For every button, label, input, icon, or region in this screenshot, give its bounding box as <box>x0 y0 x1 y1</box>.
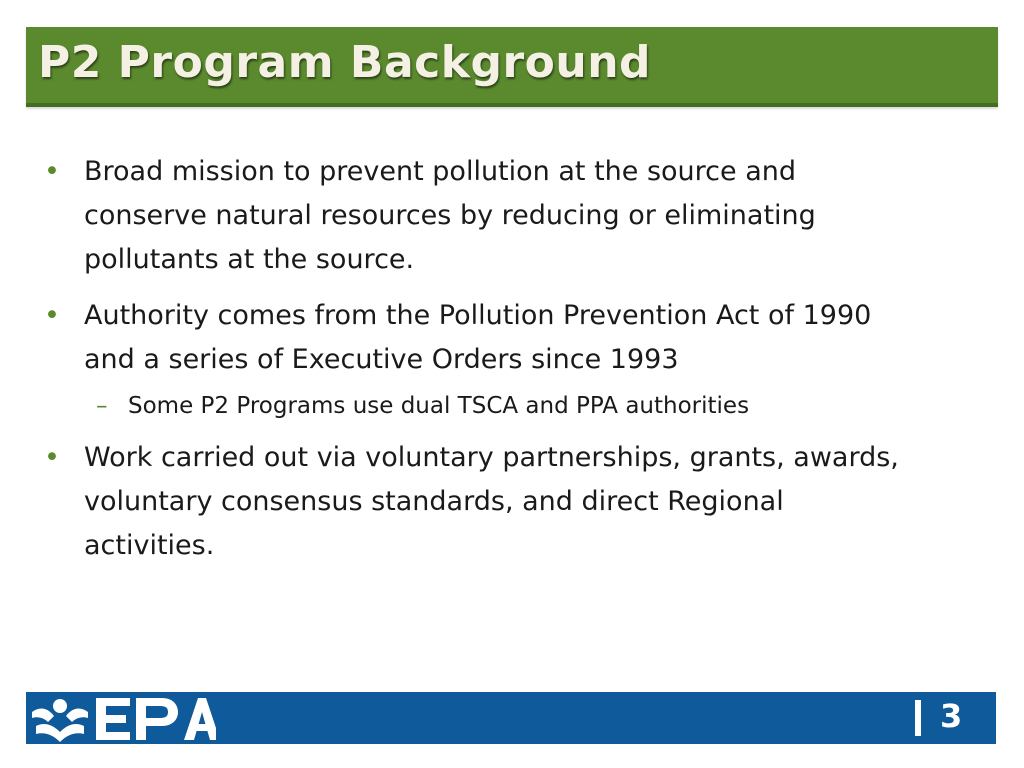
sub-bullet-text: Some P2 Programs use dual TSCA and PPA authorities <box>128 393 750 419</box>
bullet-item <box>42 150 922 282</box>
sub-bullet-marker: – <box>96 393 108 419</box>
bullet-item <box>42 294 922 382</box>
slide-content <box>42 150 922 580</box>
bullet-item <box>42 436 922 568</box>
bullet-text: Work carried out via voluntary partnerships, grants, awards, voluntary consensus standards, and direct Regional activities. <box>84 442 899 561</box>
title-bar <box>26 27 998 107</box>
page-number: 3 <box>940 697 963 735</box>
slide-title: P2 Program Background <box>38 37 652 88</box>
page-separator <box>915 700 921 736</box>
bullet-marker: • <box>44 300 60 331</box>
bullet-text: Authority comes from the Pollution Prevention Act of 1990 and a series of Executive Orders since 1993 <box>84 300 872 375</box>
bullet-marker: • <box>44 156 60 187</box>
bullet-text: Broad mission to prevent pollution at the source and conserve natural resources by reducing or eliminating pollutants at the source. <box>84 156 816 275</box>
bullet-marker: • <box>44 442 60 473</box>
epa-logo <box>26 692 216 744</box>
epa-logotype <box>96 698 216 740</box>
epa-flower-icon <box>32 699 88 742</box>
sub-bullet-item <box>42 386 922 426</box>
